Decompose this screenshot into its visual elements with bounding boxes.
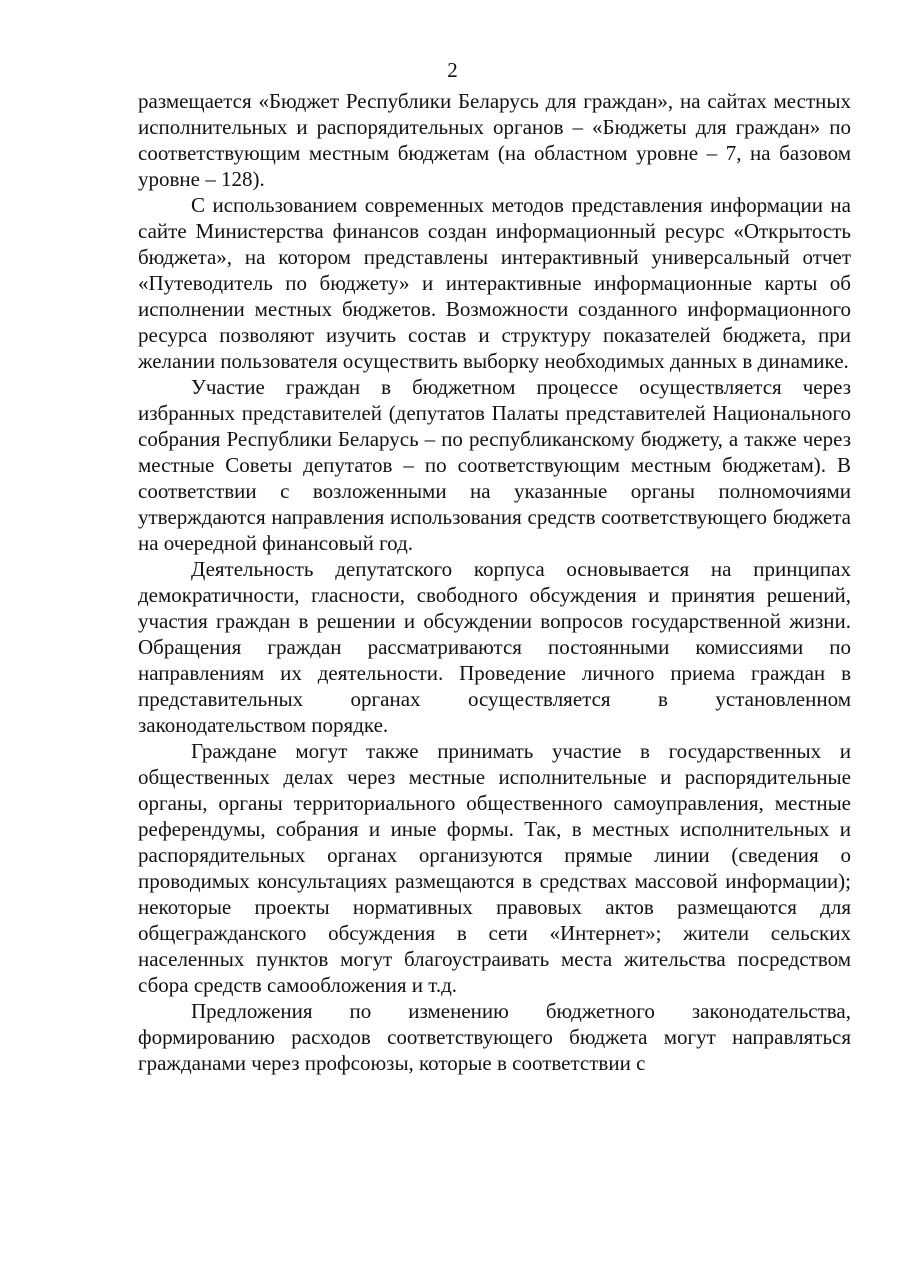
paragraph: Участие граждан в бюджетном процессе осуществляется через избранных представителей (депутатов Палаты представителей Национального собрания Республики Беларусь – по республиканскому бюджету, а также через местные Советы депутатов – по соответствующим местным бюджетам). В соответствии с возложенными на указанные органы полномочиями утверждаются направления использования средств соответствующего бюджета на очередной финансовый год.	[138, 375, 851, 555]
paragraph: размещается «Бюджет Республики Беларусь для граждан», на сайтах местных исполнительных и распорядительных органов – «Бюджеты для граждан» по соответствующим местным бюджетам (на областном уровне – 7, на базовом уровне – 128).	[138, 89, 851, 191]
document-body	[138, 88, 851, 1076]
paragraph: С использованием современных методов представления информации на сайте Министерства финансов создан информационный ресурс «Открытость бюджета», на котором представлены интерактивный универсальный отчет «Путеводитель по бюджету» и интерактивные информационные карты об исполнении местных бюджетов. Возможности созданного информационного ресурса позволяют изучить состав и структуру показателей бюджета, при желании пользователя осуществить выборку необходимых данных в динамике.	[138, 193, 851, 373]
paragraph: Предложения по изменению бюджетного законодательства, формированию расходов соответствующего бюджета могут направляться гражданами через профсоюзы, которые в соответствии с	[138, 999, 851, 1075]
page-number: 2	[447, 58, 458, 82]
paragraph: Граждане могут также принимать участие в государственных и общественных делах через местные исполнительные и распорядительные органы, органы территориального общественного самоуправления, местные референдумы, собрания и иные формы. Так, в местных исполнительных и распорядительных органах организуются прямые линии (сведения о проводимых консультациях размещаются в средствах массовой информации); некоторые проекты нормативных правовых актов размещаются для общегражданского обсуждения в сети «Интернет»; жители сельских населенных пунктов могут благоустраивать места жительства посредством сбора средств самообложения и т.д.	[138, 739, 851, 997]
paragraph: Деятельность депутатского корпуса основывается на принципах демократичности, гласности, свободного обсуждения и принятия решений, участия граждан в решении и обсуждении вопросов государственной жизни. Обращения граждан рассматриваются постоянными комиссиями по направлениям их деятельности. Проведение личного приема граждан в представительных органах осуществляется в установленном законодательством порядке.	[138, 557, 851, 737]
